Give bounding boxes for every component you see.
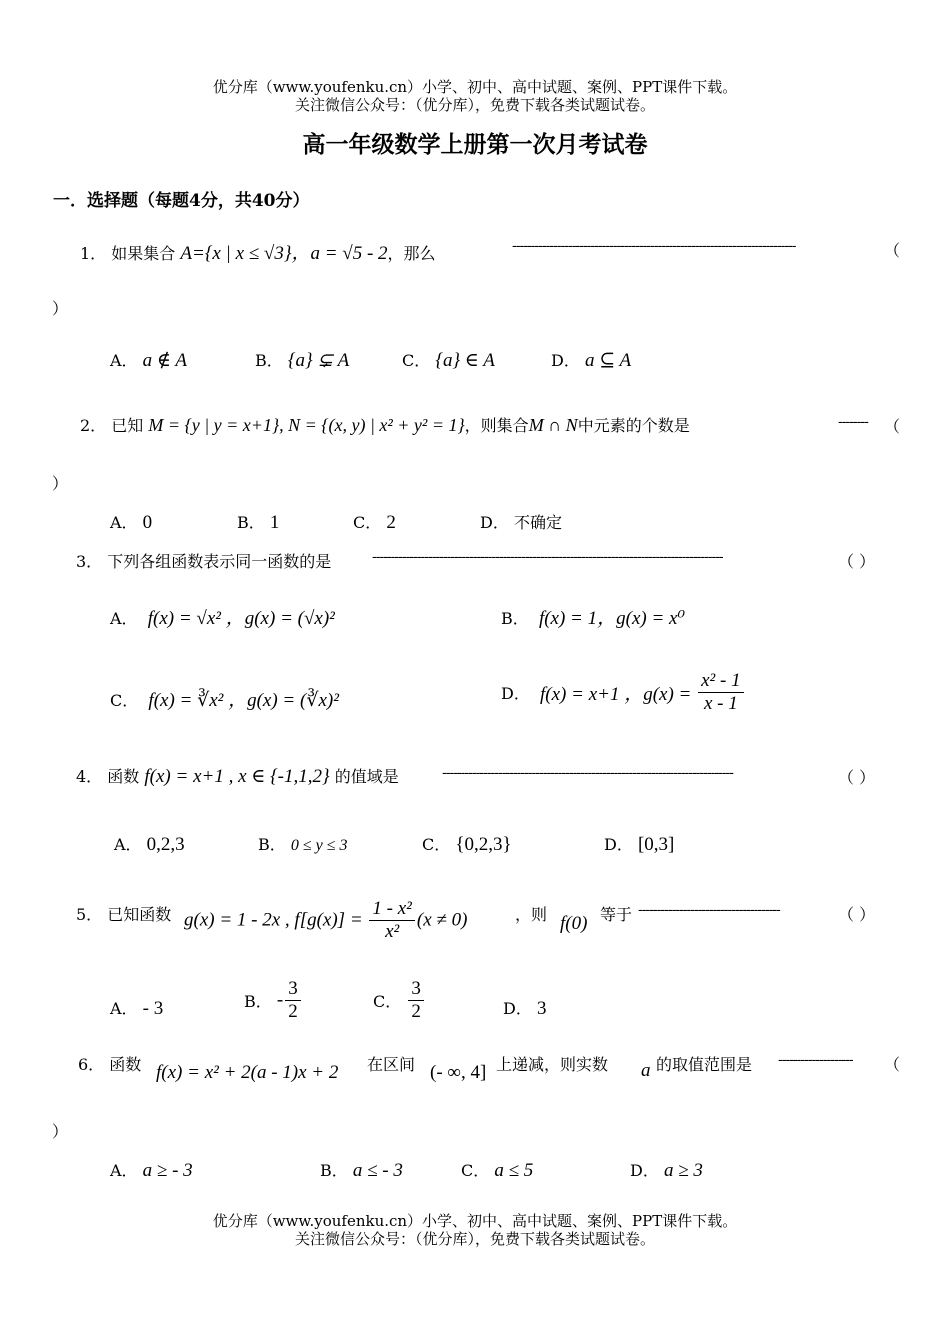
question-6-mid bbox=[367, 1052, 415, 1075]
answer-paren: （ ） bbox=[838, 552, 876, 571]
answer-paren-open: （ bbox=[884, 1055, 901, 1074]
answer-paren-close: ） bbox=[52, 1122, 69, 1141]
header-line-2: 关注微信公众号：（优分库），免费下载各类试题试卷。 bbox=[294, 96, 655, 114]
question-number: 6． bbox=[78, 1055, 105, 1074]
option-d[interactable]: D． 3 bbox=[503, 998, 547, 1019]
answer-paren: （ ） bbox=[838, 905, 876, 924]
math-expression: A={x | x ≤ √3}，a = √5 - 2 bbox=[180, 243, 388, 264]
question-3 bbox=[76, 549, 331, 572]
question-text: 的取值范围是 bbox=[656, 1055, 753, 1074]
option-a[interactable]: A． 0,2,3 bbox=[114, 834, 185, 855]
question-text: 函数 bbox=[107, 767, 140, 786]
option-d[interactable]: D． 不确定 bbox=[480, 513, 562, 532]
answer-paren: （ ） bbox=[838, 768, 876, 787]
question-6-lead bbox=[78, 1052, 141, 1075]
question-text: ，则集合 bbox=[464, 416, 529, 435]
question-5-tail bbox=[515, 902, 547, 925]
question-number: 2． bbox=[80, 416, 107, 435]
math-expression: (x ≠ 0) bbox=[416, 909, 468, 931]
question-6-post bbox=[656, 1052, 752, 1075]
answer-paren-open: （ bbox=[884, 417, 901, 436]
page-title: 高一年级数学上册第一次月考试卷 bbox=[302, 131, 648, 158]
question-6-formula bbox=[156, 1062, 338, 1084]
question-6-mid2 bbox=[496, 1052, 608, 1075]
math-expression: g(x) = 1 - 2x , f[g(x)] = bbox=[184, 909, 368, 931]
math-expression: M = {y | y = x+1}, N = {(x, y) | x² + y² = 1} bbox=[148, 415, 465, 435]
option-c[interactable]: C． 2 bbox=[353, 512, 396, 533]
question-5-formula bbox=[184, 898, 467, 943]
fraction: $\frac{3}{2}$ bbox=[408, 978, 424, 1023]
option-d[interactable]: D． [0,3] bbox=[604, 834, 675, 855]
question-text: 在区间 bbox=[367, 1055, 416, 1074]
option-b[interactable]: B． - $\frac{3}{2}$ bbox=[244, 978, 303, 1023]
question-text: 已知 bbox=[111, 416, 144, 435]
option-c[interactable]: C． a ≤ 5 bbox=[461, 1160, 534, 1181]
option-c[interactable]: C． f(x) = ∛x² ，g(x) = (∛x)² bbox=[110, 690, 339, 711]
question-number: 1． bbox=[80, 244, 107, 263]
question-text: 已知函数 bbox=[107, 905, 172, 924]
question-number: 3． bbox=[76, 552, 103, 571]
fraction: $\frac{3}{2}$ bbox=[285, 978, 301, 1023]
option-b[interactable]: B． f(x) = 1，g(x) = x⁰ bbox=[501, 608, 686, 629]
question-6-interval bbox=[430, 1062, 486, 1084]
dash-leader: -------------------- bbox=[778, 1052, 853, 1068]
question-text: ，则 bbox=[515, 905, 548, 924]
option-c[interactable]: C． {0,2,3} bbox=[422, 834, 512, 855]
option-a[interactable]: A． - 3 bbox=[110, 998, 164, 1019]
fraction: $\frac{\text{x² - 1}}{x - 1}$ bbox=[698, 670, 743, 715]
option-a[interactable]: A． f(x) = √x² ，g(x) = (√x)² bbox=[110, 608, 335, 629]
question-6-var bbox=[641, 1060, 651, 1082]
question-2 bbox=[80, 413, 690, 436]
question-4 bbox=[76, 764, 399, 788]
footer-line-2: 关注微信公众号：（优分库），免费下载各类试题试卷。 bbox=[294, 1230, 655, 1248]
option-d[interactable]: D． a ≥ 3 bbox=[630, 1160, 703, 1181]
fraction: $\frac{\text{1 - x²}}{\text{x²}}$ bbox=[369, 898, 414, 943]
option-c[interactable]: C． {a} ∈ A bbox=[402, 350, 495, 371]
question-5-f0 bbox=[560, 913, 587, 935]
question-text: 函数 bbox=[109, 1055, 142, 1074]
math-expression: a bbox=[641, 1060, 651, 1081]
question-text: 等于 bbox=[600, 905, 633, 924]
math-expression: M ∩ N bbox=[528, 415, 578, 435]
question-number: 5． bbox=[76, 905, 103, 924]
option-b[interactable]: B． 0 ≤ y ≤ 3 bbox=[258, 835, 348, 854]
answer-paren-close: ） bbox=[52, 299, 69, 318]
math-expression: (- ∞, 4] bbox=[430, 1062, 487, 1083]
dash-leader: ---------------------------------------------------------------------------- bbox=[512, 238, 796, 254]
question-text: 上递减，则实数 bbox=[496, 1055, 609, 1074]
footer-line-1: 优分库（www.youfenku.cn）小学、初中、高中试题、案例、PPT课件下载。 bbox=[212, 1212, 738, 1230]
option-b[interactable]: B． 1 bbox=[237, 512, 280, 533]
question-text: 的值域是 bbox=[334, 767, 399, 786]
math-expression: f(0) bbox=[560, 913, 588, 934]
dash-leader: -------- bbox=[838, 414, 868, 430]
question-text: 下列各组函数表示同一函数的是 bbox=[107, 552, 332, 571]
option-a[interactable]: A． a ∉ A bbox=[110, 350, 187, 371]
dash-leader: ------------------------------------------------------------------------------ bbox=[442, 765, 733, 781]
math-expression: f(x) = x² + 2(a - 1)x + 2 bbox=[156, 1062, 339, 1083]
option-d[interactable]: D． a ⊆ A bbox=[551, 350, 632, 371]
option-c[interactable]: C． $\frac{3}{2}$ bbox=[373, 978, 426, 1023]
question-text: 如果集合 bbox=[111, 244, 176, 263]
question-text: 中元素的个数是 bbox=[577, 416, 690, 435]
question-5-lead bbox=[76, 902, 171, 925]
header-line-1: 优分库（www.youfenku.cn）小学、初中、高中试题、案例、PPT课件下载。 bbox=[212, 78, 738, 96]
math-expression: f(x) = x+1 , x ∈ {-1,1,2} bbox=[144, 766, 330, 787]
answer-paren-close: ） bbox=[52, 474, 69, 493]
question-5-post bbox=[600, 902, 632, 925]
question-text: ，那么 bbox=[387, 244, 436, 263]
option-d[interactable]: D． f(x) = x+1 ，g(x) = $\frac{\text{x² - 1}}{x - 1}$ bbox=[501, 670, 746, 715]
dash-leader: -------------------------------------- bbox=[638, 902, 780, 918]
dash-leader: ---------------------------------------------------------------------------------------------- bbox=[372, 549, 723, 565]
option-b[interactable]: B． a ≤ - 3 bbox=[320, 1160, 403, 1181]
option-a[interactable]: A． 0 bbox=[110, 512, 153, 533]
option-a[interactable]: A． a ≥ - 3 bbox=[110, 1160, 193, 1181]
answer-paren-open: （ bbox=[884, 241, 901, 260]
section-heading: 一．选择题（每题4分，共40分） bbox=[53, 191, 310, 211]
question-1 bbox=[80, 238, 436, 265]
option-b[interactable]: B． {a} ⊊ A bbox=[255, 350, 350, 371]
question-number: 4． bbox=[76, 767, 103, 786]
